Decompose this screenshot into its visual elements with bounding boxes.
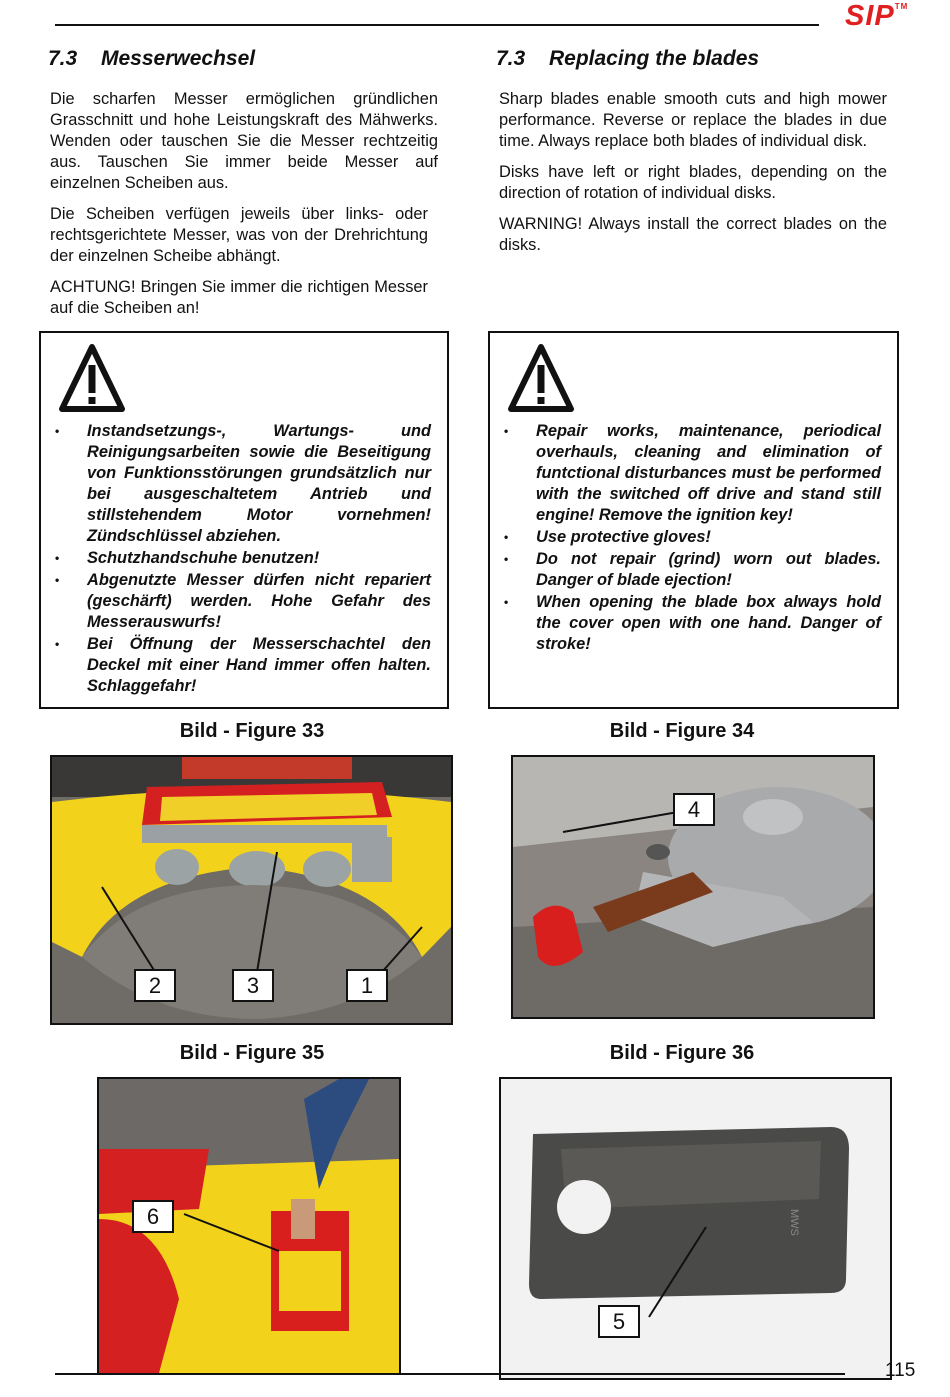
paragraph: Sharp blades enable smooth cuts and high mower performance. Reverse or replace the blades in due time. Always replace both blades of individual disk. [499,90,887,150]
warning-item: • Abgenutzte Messer dürfen nicht repariert (geschärft) werden. Hohe Gefahr des Messerauswurfs! [55,571,431,631]
warning-triangle-icon [508,343,574,413]
figure-36-caption: Bild - Figure 36 [609,1042,755,1064]
warning-item: • When opening the blade box always hold the cover open with one hand. Danger of stroke! [504,593,881,653]
warning-item: • Bei Öffnung der Messerschachtel den Deckel mit einer Hand immer offen halten. Schlaggefahr! [55,635,431,695]
intro-text-de [50,89,438,329]
callout-label: 5 [598,1305,640,1338]
brand-logo: SIP™ [845,0,909,32]
paragraph: Disks have left or right blades, depending on the direction of rotation of individual disks. [499,163,887,202]
footer-rule [55,1373,845,1375]
callout-label: 4 [673,793,715,826]
section-heading-de: 7.3 Messerwechsel [48,47,256,70]
figure-33-caption: Bild - Figure 33 [179,720,325,742]
intro-text-en [499,89,887,266]
warning-item: • Repair works, maintenance, periodical overhauls, cleaning and elimination of funtctional disturbances must be performed with the switched off drive and stand still engine! Remove the ignition key! [504,422,881,524]
warning-item: • Do not repair (grind) worn out blades. Danger of blade ejection! [504,550,881,589]
figure-35-caption: Bild - Figure 35 [179,1042,325,1064]
paragraph: Die scharfen Messer ermöglichen gründlichen Grasschnitt und hohe Leistungskraft des Mähwerks. Wenden oder tauschen Sie die Messer rechtzeitig aus. Tauschen Sie immer beide Messer auf einzelnen Scheiben aus. [50,90,438,192]
paragraph: WARNING! Always install the correct blades on the disks. [499,215,887,254]
warning-list-en [490,421,897,656]
paragraph: ACHTUNG! Bringen Sie immer die richtigen Messer auf die Scheiben an! [50,278,428,317]
warning-box-de [39,331,449,709]
section-heading-en: 7.3 Replacing the blades [496,47,760,70]
warning-item: • Schutzhandschuhe benutzen! [55,549,320,567]
warning-list-de [41,421,447,698]
callout-label: 1 [346,969,388,1002]
warning-item: • Instandsetzungs-, Wartungs- und Reinigungsarbeiten sowie die Beseitigung von Funktionsstörungen grundsätzlich nur bei ausgeschaltetem Antrieb und stillstehendem Motor vornehmen! Zündschlüssel abziehen. [55,422,431,545]
blade-stamp: MWS [788,1209,800,1236]
callout-label: 3 [232,969,274,1002]
warning-item: • Use protective gloves! [504,528,711,546]
callout-label: 6 [132,1200,174,1233]
paragraph: Die Scheiben verfügen jeweils über links- oder rechtsgerichtete Messer, was von der Drehrichtung der einzelnen Scheibe abhängt. [50,205,428,265]
warning-box-en [488,331,899,709]
header-rule [55,24,819,26]
figure-36-photo [499,1077,892,1380]
warning-triangle-icon [59,343,125,413]
figure-34-caption: Bild - Figure 34 [609,720,755,742]
page-number: 115 [885,1360,916,1381]
callout-label: 2 [134,969,176,1002]
